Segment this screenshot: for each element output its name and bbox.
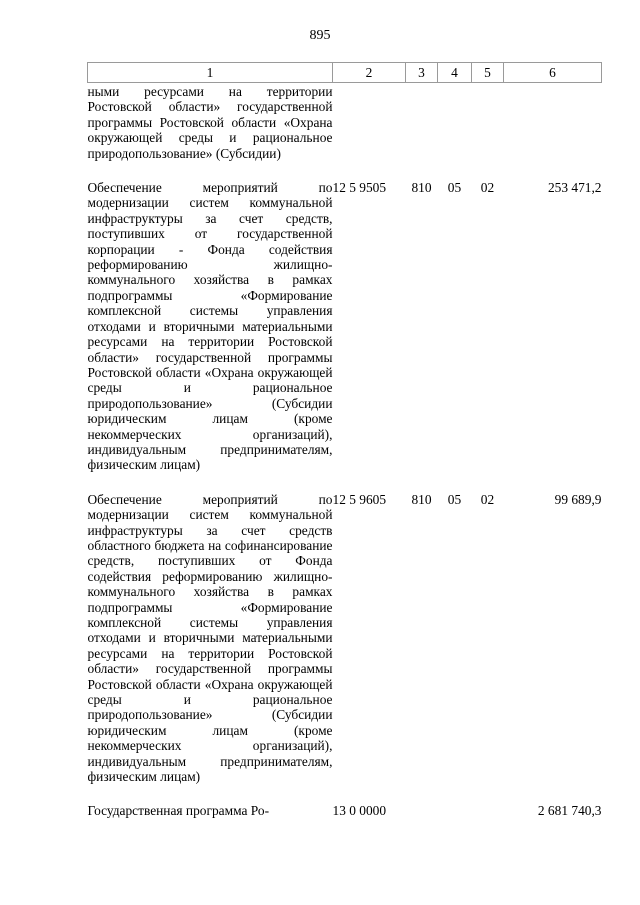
table-row (88, 83, 602, 162)
row-section: 05 (447, 491, 462, 507)
budget-table (87, 62, 602, 819)
row-description-text: ными ресурсами на территории Ростовской области» государственной программы Ростовской области «Охрана окружающей среды и рациональное природопользование» (Субсидии) (87, 84, 333, 161)
row-section: 05 (447, 180, 462, 196)
row-target-code: 13 0 0000 (332, 803, 387, 819)
row-expense-type (406, 784, 438, 818)
row-expense-type: 810 (411, 180, 432, 196)
row-expense-type (406, 83, 438, 162)
row-subsection (472, 784, 504, 818)
row-description (88, 83, 333, 162)
table-header (88, 63, 602, 83)
row-section (438, 784, 472, 818)
row-description (88, 784, 333, 818)
page-number: 895 (309, 28, 331, 43)
row-expense-type: 810 (411, 491, 432, 507)
row-amount: 99 689,9 (554, 491, 602, 507)
header-col-1: 1 (88, 63, 333, 83)
row-target-code: 12 5 9505 (332, 180, 387, 196)
row-description (88, 161, 333, 473)
row-target-code (333, 83, 406, 162)
row-subsection: 02 (480, 180, 495, 196)
header-col-5: 5 (472, 63, 504, 83)
table-row (88, 161, 602, 473)
header-row (88, 63, 602, 83)
row-description-text: Обеспечение мероприятий по модернизации систем коммунальной инфраструктуры за счет средств областного бюджета на софинансирование средств, поступивших от Фонда содействия реформированию жилищно-коммунального хозяйства в рамках подпрограммы «Формирование комплексной системы управления отходами и вторичными материальными ресурсами на территории Ростовской области» государственной программы Ростовской области «Охрана окружающей среды и рациональное природопользование» (Субсидии юридическим лицам (кроме некоммерческих организаций), индивидуальным предпринимателям, физическим лицам) (87, 491, 333, 785)
header-col-6: 6 (504, 63, 602, 83)
header-col-3: 3 (406, 63, 438, 83)
row-amount: 253 471,2 (547, 180, 602, 196)
header-col-4: 4 (438, 63, 472, 83)
row-description-text: Государственная программа Ро- (87, 803, 270, 819)
row-subsection: 02 (480, 491, 495, 507)
header-col-2: 2 (333, 63, 406, 83)
row-amount: 2 681 740,3 (537, 803, 602, 819)
table-row (88, 473, 602, 785)
row-description-text: Обеспечение мероприятий по модернизации систем коммунальной инфраструктуры за счет средств, поступивших от государственной корпорации - Фонда содействия реформированию жилищно-коммунального хозяйства в рамках подпрограммы «Формирование комплексной системы управления отходами и вторичными материальными ресурсами на территории Ростовской области» государственной программы Ростовской области «Охрана окружающей среды и рациональное природопользование» (Субсидии юридическим лицам (кроме некоммерческих организаций), индивидуальным предпринимателям, физическим лицам) (87, 180, 333, 473)
row-subsection (472, 83, 504, 162)
row-section (438, 83, 472, 162)
row-description (88, 473, 333, 785)
table-row (88, 784, 602, 818)
row-target-code: 12 5 9605 (332, 491, 387, 507)
table-body (88, 83, 602, 819)
row-amount (504, 83, 602, 162)
